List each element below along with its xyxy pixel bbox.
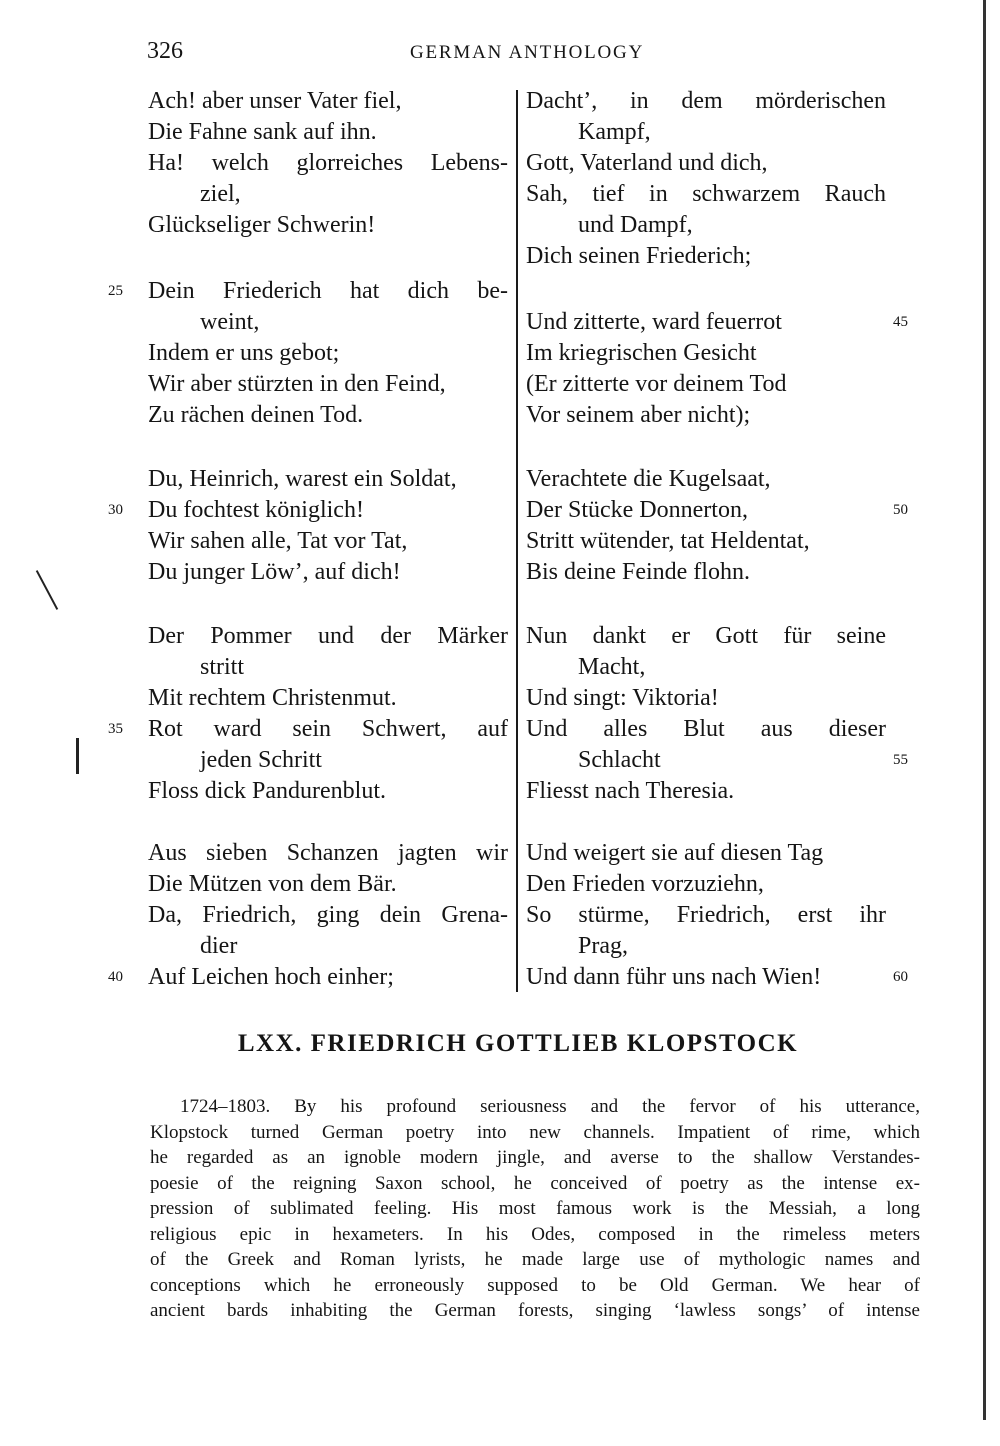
poem-line: So stürme, Friedrich, erst ihr bbox=[526, 902, 886, 928]
line-number: 40 bbox=[108, 969, 123, 985]
line-number: 60 bbox=[893, 969, 908, 985]
poem-line: Schlacht bbox=[578, 747, 661, 773]
paragraph-line: religious epic in hexameters. In his Odes, composed in the rimeless meters bbox=[150, 1223, 920, 1245]
line-number: 30 bbox=[108, 502, 123, 518]
poem-line: Die Mützen von dem Bär. bbox=[148, 871, 397, 897]
line-number: 45 bbox=[893, 314, 908, 330]
poem-line: Bis deine Feinde flohn. bbox=[526, 559, 750, 585]
poem-line: und Dampf, bbox=[578, 212, 693, 238]
intro-paragraph bbox=[150, 1094, 920, 1324]
poem-line: jeden Schritt bbox=[200, 747, 322, 773]
poem-line: Du fochtest königlich! bbox=[148, 497, 364, 523]
paragraph-line: he regarded as an ignoble modern jingle, and averse to the shallow Verstandes- bbox=[150, 1147, 920, 1168]
running-head: GERMAN ANTHOLOGY bbox=[410, 42, 645, 63]
poem-line: (Er zitterte vor deinem Tod bbox=[526, 371, 787, 397]
poem-line: Der Stücke Donnerton, bbox=[526, 497, 748, 523]
poem-line: Nun dankt er Gott für seine bbox=[526, 623, 886, 649]
line-number: 25 bbox=[108, 283, 123, 299]
poem-line: Du, Heinrich, warest ein Soldat, bbox=[148, 466, 457, 492]
scan-edge bbox=[983, 0, 986, 1420]
poem-line: Stritt wütender, tat Heldentat, bbox=[526, 528, 810, 554]
poem-line: Dich seinen Friederich; bbox=[526, 243, 752, 269]
paragraph-line: 1724–1803. By his profound seriousness and the fervor of his utterance, bbox=[180, 1096, 920, 1117]
poem-line: Dacht’, in dem mörderischen bbox=[526, 88, 886, 114]
poem-line: Die Fahne sank auf ihn. bbox=[148, 119, 377, 145]
poem-line: Und weigert sie auf diesen Tag bbox=[526, 840, 824, 866]
poem-line: dier bbox=[200, 933, 238, 959]
poem-line: stritt bbox=[200, 654, 245, 680]
section-title: LXX. FRIEDRICH GOTTLIEB KLOPSTOCK bbox=[237, 1030, 799, 1057]
poem-line: Aus sieben Schanzen jagten wir bbox=[148, 840, 508, 866]
poem-line: Der Pommer und der Märker bbox=[148, 623, 508, 649]
poem-line: Floss dick Pandurenblut. bbox=[148, 778, 386, 804]
poem-line: Und dann führ uns nach Wien! bbox=[526, 964, 822, 990]
poem-line: Da, Friedrich, ging dein Grena- bbox=[148, 902, 508, 928]
poem-line: Ach! aber unser Vater fiel, bbox=[148, 88, 402, 114]
paragraph-line: of the Greek and Roman lyrists, he made large use of mythologic names and bbox=[150, 1249, 920, 1270]
page-number: 326 bbox=[147, 38, 183, 64]
paragraph-line: Klopstock turned German poetry into new channels. Impatient of rime, which bbox=[150, 1121, 920, 1143]
paragraph-line: pression of sublimated feeling. His most famous work is the Messiah, a long bbox=[150, 1198, 920, 1219]
line-number: 50 bbox=[893, 502, 908, 518]
poem-line: Wir sahen alle, Tat vor Tat, bbox=[148, 528, 408, 554]
poem-line: Wir aber stürzten in den Feind, bbox=[148, 371, 446, 397]
line-number: 55 bbox=[893, 752, 908, 768]
line-number: 35 bbox=[108, 721, 123, 737]
poem-line: Und alles Blut aus dieser bbox=[526, 716, 886, 742]
poem-line: Und zitterte, ward feuerrot bbox=[526, 309, 782, 335]
poem-line: Den Frieden vorzuziehn, bbox=[526, 871, 764, 897]
poem-line: Du junger Löw’, auf dich! bbox=[148, 559, 401, 585]
poem-line: Indem er uns gebot; bbox=[148, 340, 340, 366]
poem-line: Im kriegrischen Gesicht bbox=[526, 340, 757, 366]
poem-line: Ha! welch glorreiches Lebens- bbox=[148, 150, 508, 176]
poem-line: Gott, Vaterland und dich, bbox=[526, 150, 768, 176]
page-header bbox=[0, 38, 1000, 74]
paragraph-line: conceptions which he erroneously supposed to be Old German. We hear of bbox=[150, 1274, 920, 1296]
poem-line: Und singt: Viktoria! bbox=[526, 685, 719, 711]
poem-line: Fliesst nach Theresia. bbox=[526, 778, 735, 804]
scan-mark bbox=[76, 738, 79, 774]
poem-line: weint, bbox=[200, 309, 260, 335]
poem bbox=[0, 86, 1000, 996]
poem-line: Vor seinem aber nicht); bbox=[526, 402, 751, 428]
poem-line: Prag, bbox=[578, 933, 628, 959]
poem-line: Auf Leichen hoch einher; bbox=[148, 964, 394, 990]
poem-line: Dein Friederich hat dich be- bbox=[148, 278, 508, 304]
poem-line: Macht, bbox=[578, 654, 646, 680]
poem-line: ziel, bbox=[200, 181, 241, 207]
poem-line: Kampf, bbox=[578, 119, 651, 145]
paragraph-line: poesie of the reigning Saxon school, he conceived of poetry as the intense ex- bbox=[150, 1172, 920, 1194]
column-divider bbox=[516, 90, 518, 992]
paragraph-line: ancient bards inhabiting the German forests, singing ‘lawless songs’ of intense bbox=[150, 1300, 920, 1321]
poem-line: Mit rechtem Christenmut. bbox=[148, 685, 397, 711]
poem-line: Glückseliger Schwerin! bbox=[148, 212, 376, 238]
poem-line: Sah, tief in schwarzem Rauch bbox=[526, 181, 886, 207]
poem-line: Zu rächen deinen Tod. bbox=[148, 402, 364, 428]
poem-line: Verachtete die Kugelsaat, bbox=[526, 466, 771, 492]
poem-line: Rot ward sein Schwert, auf bbox=[148, 716, 508, 742]
